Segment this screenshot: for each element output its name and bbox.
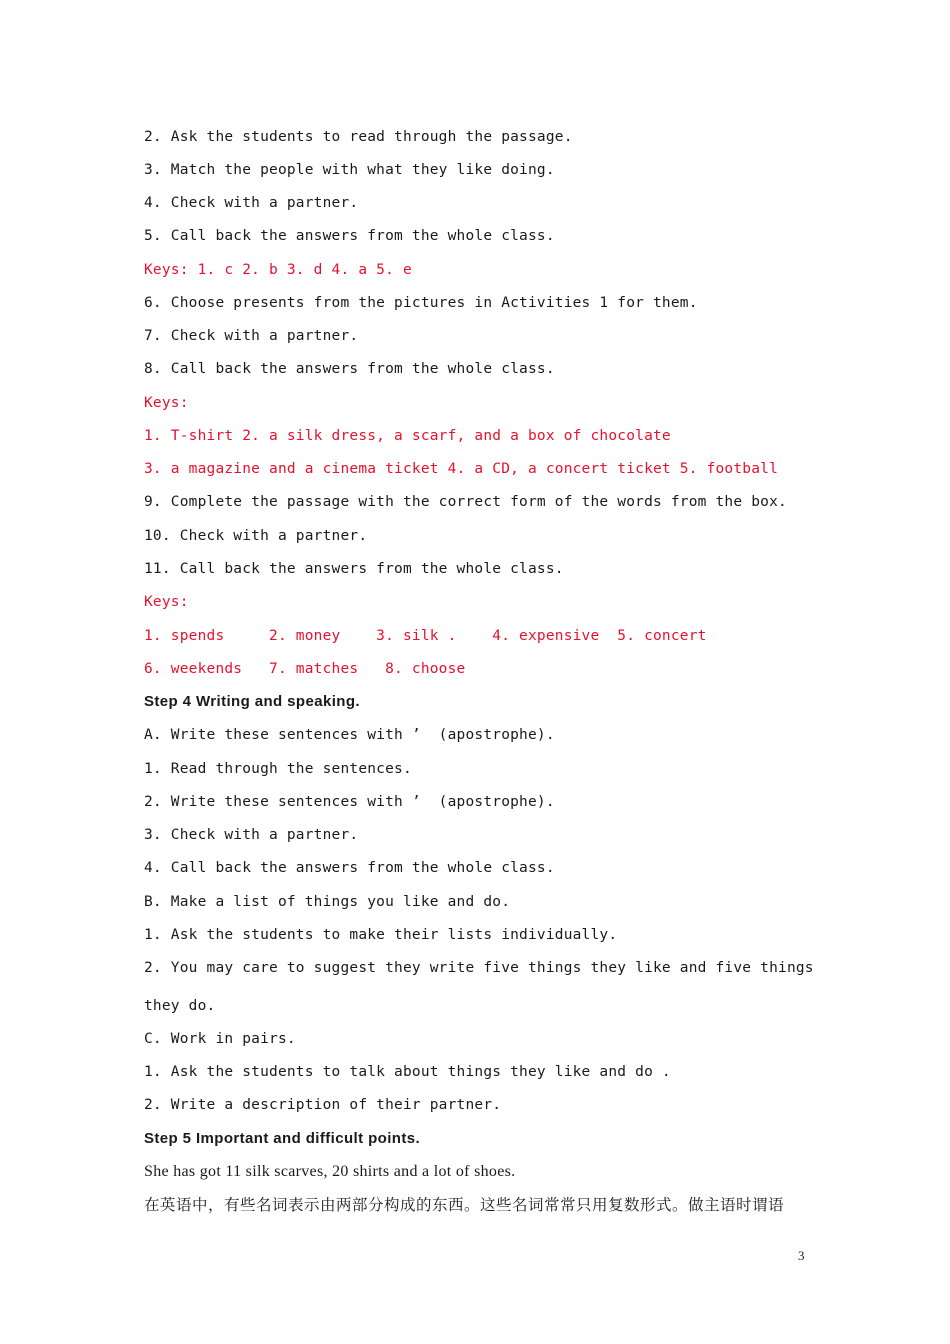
answer-keys-line: 3. a magazine and a cinema ticket 4. a CD, a concert ticket 5. football — [144, 461, 779, 477]
page-number: 3 — [798, 1248, 805, 1263]
step-line: 11. Call back the answers from the whole class. — [144, 561, 564, 577]
step-line: 2. Write these sentences with ’ (apostrophe). — [144, 794, 555, 810]
step-line: 1. Read through the sentences. — [144, 761, 412, 777]
section-heading: Step 5 Important and difficult points. — [144, 1130, 421, 1147]
step-line: B. Make a list of things you like and do. — [144, 894, 511, 910]
answer-keys-label: Keys: — [144, 395, 189, 411]
answer-keys-label: Keys: — [144, 594, 189, 610]
step-line: they do. — [144, 998, 216, 1014]
step-line: 10. Check with a partner. — [144, 528, 368, 544]
step-line: 8. Call back the answers from the whole class. — [144, 361, 555, 377]
step-line: 4. Call back the answers from the whole class. — [144, 860, 555, 876]
step-line: A. Write these sentences with ’ (apostrophe). — [144, 727, 555, 743]
step-line: 7. Check with a partner. — [144, 328, 359, 344]
step-line: 5. Call back the answers from the whole class. — [144, 228, 555, 244]
step-line: 2. Write a description of their partner. — [144, 1097, 502, 1113]
step-line: 2. Ask the students to read through the passage. — [144, 129, 573, 145]
answer-keys-line: 1. T-shirt 2. a silk dress, a scarf, and a box of chocolate — [144, 428, 671, 444]
answer-keys-line: 6. weekends 7. matches 8. choose — [144, 661, 466, 677]
step-line: 4. Check with a partner. — [144, 195, 359, 211]
step-line: 1. Ask the students to talk about things they like and do . — [144, 1064, 671, 1080]
step-line: C. Work in pairs. — [144, 1031, 296, 1047]
step-line: 2. You may care to suggest they write five things they like and five things — [144, 960, 814, 976]
chinese-explanation: 在英语中，有些名词表示由两部分构成的东西。这些名词常常只用复数形式。做主语时谓语 — [144, 1196, 785, 1214]
answer-keys-line: Keys: 1. c 2. b 3. d 4. a 5. e — [144, 262, 412, 278]
step-line: 9. Complete the passage with the correct form of the words from the box. — [144, 494, 787, 510]
step-line: 6. Choose presents from the pictures in Activities 1 for them. — [144, 295, 698, 311]
step-line: 1. Ask the students to make their lists individually. — [144, 927, 618, 943]
section-heading: Step 4 Writing and speaking. — [144, 693, 360, 710]
step-line: 3. Check with a partner. — [144, 827, 359, 843]
example-sentence: She has got 11 silk scarves, 20 shirts and a lot of shoes. — [144, 1163, 516, 1180]
answer-keys-line: 1. spends 2. money 3. silk . 4. expensive 5. concert — [144, 628, 707, 644]
step-line: 3. Match the people with what they like doing. — [144, 162, 555, 178]
